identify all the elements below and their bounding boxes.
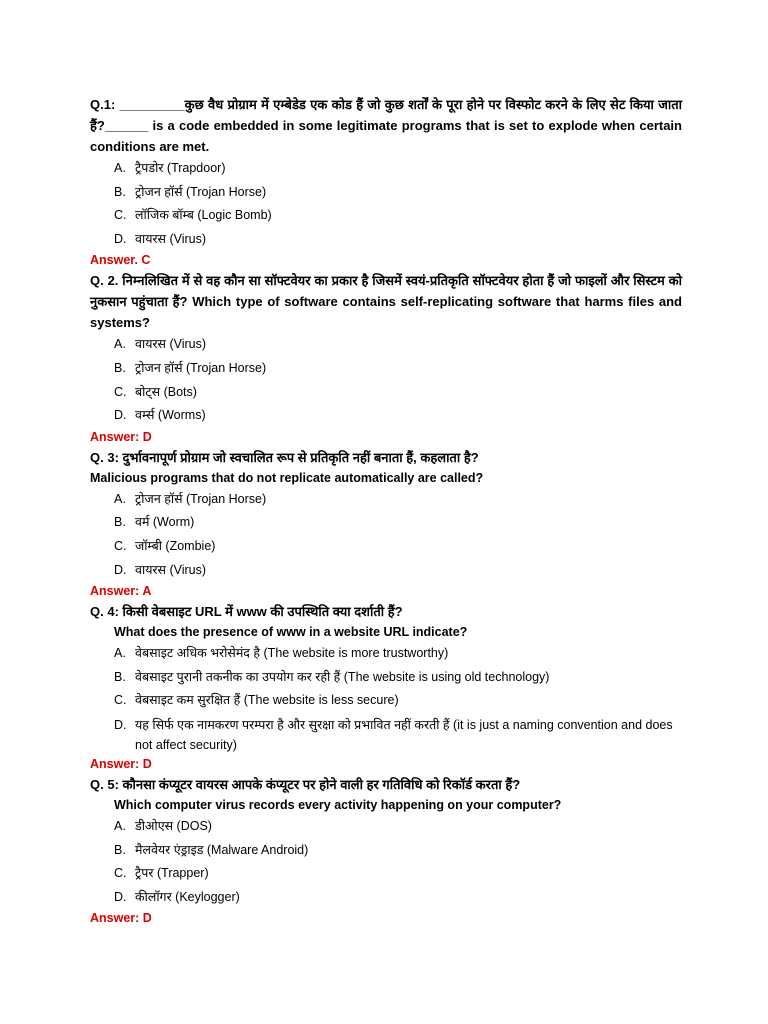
option-letter: D. bbox=[114, 408, 127, 423]
option-item bbox=[90, 228, 682, 252]
option-letter: D. bbox=[114, 717, 127, 732]
question-5-text: Q. 5: कौनसा कंप्यूटर वायरस आपके कंप्यूटर पर होने वाली हर गतिविधि को रिकॉर्ड करता हैं? bbox=[90, 776, 521, 792]
option-text: ट्रोजन हॉर्स (Trojan Horse) bbox=[135, 491, 267, 506]
option-letter: C. bbox=[114, 384, 127, 399]
option-item bbox=[90, 886, 682, 910]
option-text: कीलॉगर (Keylogger) bbox=[135, 889, 240, 904]
question-3-text: Q. 3: दुर्भावनापूर्ण प्रोग्राम जो स्वचालित रूप से प्रतिकृति नहीं बनाता हैं, कहलाता है? bbox=[90, 449, 479, 465]
question-1-text: Q.1: _________कुछ वैध प्रोग्राम में एम्बेडेड एक कोड हैं जो कुछ शर्तों के पूरा होने पर विस्फोट करने के लिए सेट किया जाता हैं?______ is a code embedded in some legitimate programs that is set to explode when certain conditions are met. bbox=[90, 97, 682, 154]
option-item bbox=[90, 642, 682, 666]
option-text: वायरस (Virus) bbox=[135, 562, 207, 577]
option-letter: D. bbox=[114, 231, 127, 246]
question-4-options bbox=[90, 642, 682, 755]
option-letter: B. bbox=[114, 669, 126, 684]
option-text: जॉम्बी (Zombie) bbox=[135, 538, 216, 553]
option-letter: B. bbox=[114, 515, 126, 530]
option-text: ट्रैपर (Trapper) bbox=[135, 866, 209, 881]
answer-1: Answer. C bbox=[90, 253, 151, 268]
option-item bbox=[90, 815, 682, 839]
question-2-options bbox=[90, 333, 682, 427]
option-text: मैलवेयर एंड्राइड (Malware Android) bbox=[135, 842, 309, 857]
option-item bbox=[90, 535, 682, 559]
question-4 bbox=[90, 601, 682, 774]
question-2-text: Q. 2. निम्नलिखित में से वह कौन सा सॉफ्टवेयर का प्रकार है जिसमें स्वयं-प्रतिकृति सॉफ्टवेयर होता हैं जो फाइलों और सिस्टम को नुकसान पहुंचाता हैं? Which type of software contains self-replicating software that harms files and systems? bbox=[90, 273, 682, 331]
option-text: ट्रोजन हॉर्स (Trojan Horse) bbox=[135, 360, 267, 375]
option-text: यह सिर्फ एक नामकरण परम्परा है और सुरक्षा को प्रभावित नहीं करती हैं (it is just a naming convention and does not affect security) bbox=[135, 717, 673, 752]
option-item bbox=[90, 559, 682, 583]
question-4-english: What does the presence of www in a website URL indicate? bbox=[114, 625, 468, 640]
answer-2: Answer: D bbox=[90, 429, 152, 444]
option-text: वायरस (Virus) bbox=[135, 337, 207, 352]
question-3-options bbox=[90, 488, 682, 582]
option-item bbox=[90, 511, 682, 535]
option-item bbox=[90, 333, 682, 357]
answer-4: Answer: D bbox=[90, 756, 152, 771]
option-item bbox=[90, 689, 682, 713]
option-item bbox=[90, 839, 682, 863]
option-letter: B. bbox=[114, 184, 126, 199]
option-item bbox=[90, 357, 682, 381]
question-5-options bbox=[90, 815, 682, 909]
question-5-english: Which computer virus records every activity happening on your computer? bbox=[114, 797, 562, 812]
option-letter: A. bbox=[114, 818, 126, 833]
option-letter: A. bbox=[114, 337, 126, 352]
question-2 bbox=[90, 270, 682, 446]
question-1-options bbox=[90, 157, 682, 251]
option-letter: B. bbox=[114, 360, 126, 375]
option-letter: A. bbox=[114, 161, 126, 175]
option-item bbox=[90, 157, 682, 181]
option-letter: C. bbox=[114, 693, 127, 708]
option-letter: D. bbox=[114, 889, 127, 904]
option-text: ट्रैपडोर (Trapdoor) bbox=[135, 161, 226, 175]
question-3 bbox=[90, 447, 682, 601]
option-letter: A. bbox=[114, 646, 126, 661]
question-5 bbox=[90, 774, 682, 928]
option-item bbox=[90, 666, 682, 690]
option-item bbox=[90, 862, 682, 886]
option-letter: A. bbox=[114, 491, 126, 506]
option-letter: C. bbox=[114, 538, 127, 553]
option-text: ट्रोजन हॉर्स (Trojan Horse) bbox=[135, 184, 267, 199]
question-1 bbox=[90, 94, 682, 270]
option-item bbox=[90, 381, 682, 405]
answer-3: Answer: A bbox=[90, 584, 152, 599]
option-letter: B. bbox=[114, 842, 126, 857]
option-text: लॉजिक बॉम्ब (Logic Bomb) bbox=[135, 208, 272, 223]
option-letter: D. bbox=[114, 562, 127, 577]
option-text: वेबसाइट पुरानी तकनीक का उपयोग कर रही हैं (The website is using old technology) bbox=[135, 669, 550, 684]
option-item bbox=[90, 204, 682, 228]
option-item bbox=[90, 404, 682, 428]
answer-5: Answer: D bbox=[90, 911, 152, 926]
question-4-text: Q. 4: किसी वेबसाइट URL में www की उपस्थिति क्या दर्शाती हैं? bbox=[90, 604, 403, 620]
option-text: वेबसाइट कम सुरक्षित हैं (The website is less secure) bbox=[135, 693, 399, 708]
option-text: वर्म्स (Worms) bbox=[135, 408, 206, 423]
option-text: वायरस (Virus) bbox=[135, 231, 207, 246]
option-text: वर्म (Worm) bbox=[135, 515, 195, 530]
option-letter: C. bbox=[114, 208, 127, 223]
quiz-content bbox=[90, 94, 682, 928]
option-text: डीओएस (DOS) bbox=[135, 818, 212, 833]
option-item bbox=[90, 713, 682, 755]
option-text: बोट्स (Bots) bbox=[135, 384, 197, 399]
option-item bbox=[90, 488, 682, 512]
option-text: वेबसाइट अधिक भरोसेमंद है (The website is more trustworthy) bbox=[135, 646, 449, 661]
option-letter: C. bbox=[114, 866, 127, 881]
question-3-english: Malicious programs that do not replicate automatically are called? bbox=[90, 470, 484, 485]
option-item bbox=[90, 181, 682, 205]
